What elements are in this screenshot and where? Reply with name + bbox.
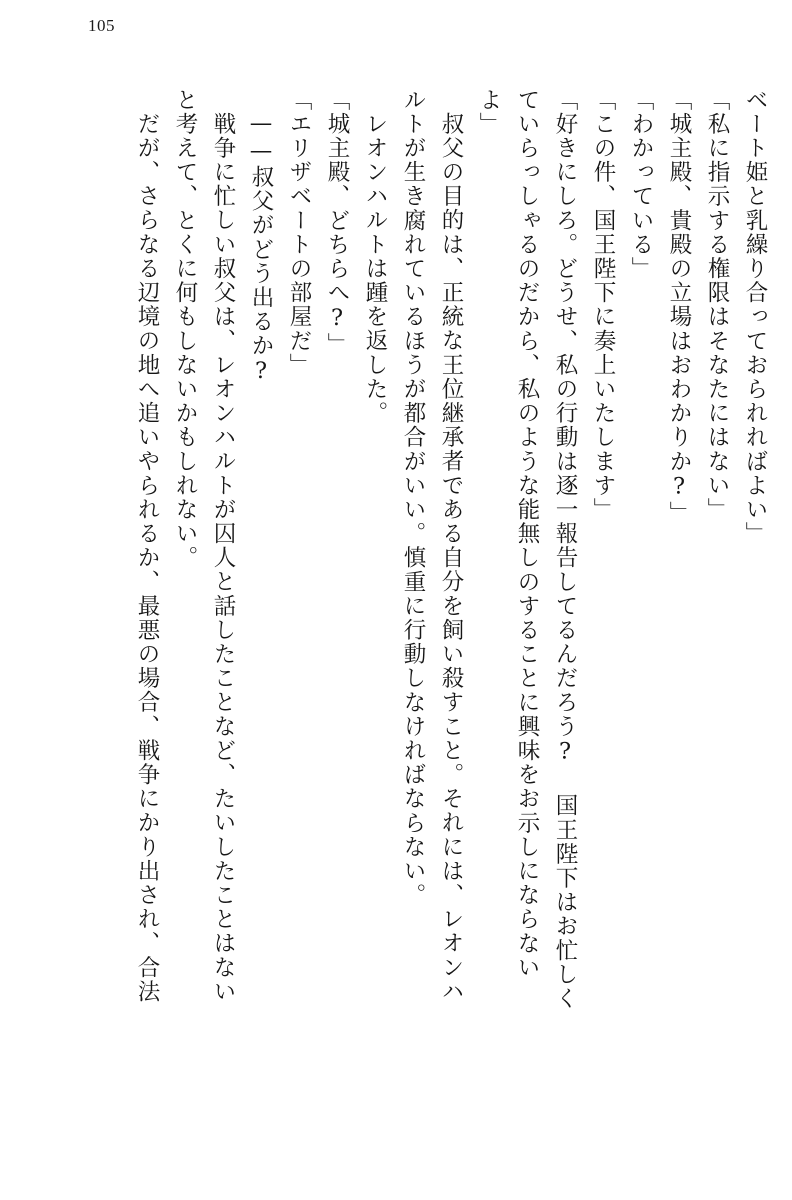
text-line: 「私に指示する権限はそなたにはない」 bbox=[704, 88, 730, 522]
text-line: ていらっしゃるのだから、私のような能無しのすることに興味をお示しにならない bbox=[514, 88, 540, 980]
text-line: 「エリザベートの部屋だ」 bbox=[286, 88, 312, 378]
text-line: ルトが生き腐れているほうが都合がいい。慎重に行動しなければならない。 bbox=[400, 88, 426, 908]
text-line: 「城主殿、貴殿の立場はおわかりか?」 bbox=[666, 88, 692, 526]
text-line: よ」 bbox=[476, 88, 502, 137]
text-line: ベート姫と乳繰り合っておられればよい」 bbox=[742, 88, 768, 546]
text-line: レオンハルトは踵を返した。 bbox=[362, 112, 388, 426]
text-line: 叔父の目的は、正統な王位継承者である自分を飼い殺すこと。それには、レオンハ bbox=[438, 112, 464, 1004]
text-line: 「この件、国王陛下に奏上いたします」 bbox=[590, 88, 616, 522]
text-line: ——叔父がどう出るか? bbox=[248, 110, 274, 386]
text-line: だが、さらなる辺境の地へ追いやられるか、最悪の場合、戦争にかり出され、合法 bbox=[134, 112, 160, 1004]
vertical-text-body bbox=[34, 88, 766, 1168]
text-line: 「好きにしろ。どうせ、私の行動は逐一報告してるんだろう? 国王陛下はお忙しく bbox=[552, 88, 578, 1011]
text-line: 戦争に忙しい叔父は、レオンハルトが囚人と話したことなど、たいしたことはない bbox=[210, 112, 236, 1004]
text-line: と考えて、とくに何もしないかもしれない。 bbox=[172, 88, 198, 570]
page-number: 105 bbox=[88, 16, 115, 35]
text-line: 「城主殿、どちらへ?」 bbox=[324, 88, 350, 357]
text-line: 「わかっている」 bbox=[628, 88, 654, 281]
